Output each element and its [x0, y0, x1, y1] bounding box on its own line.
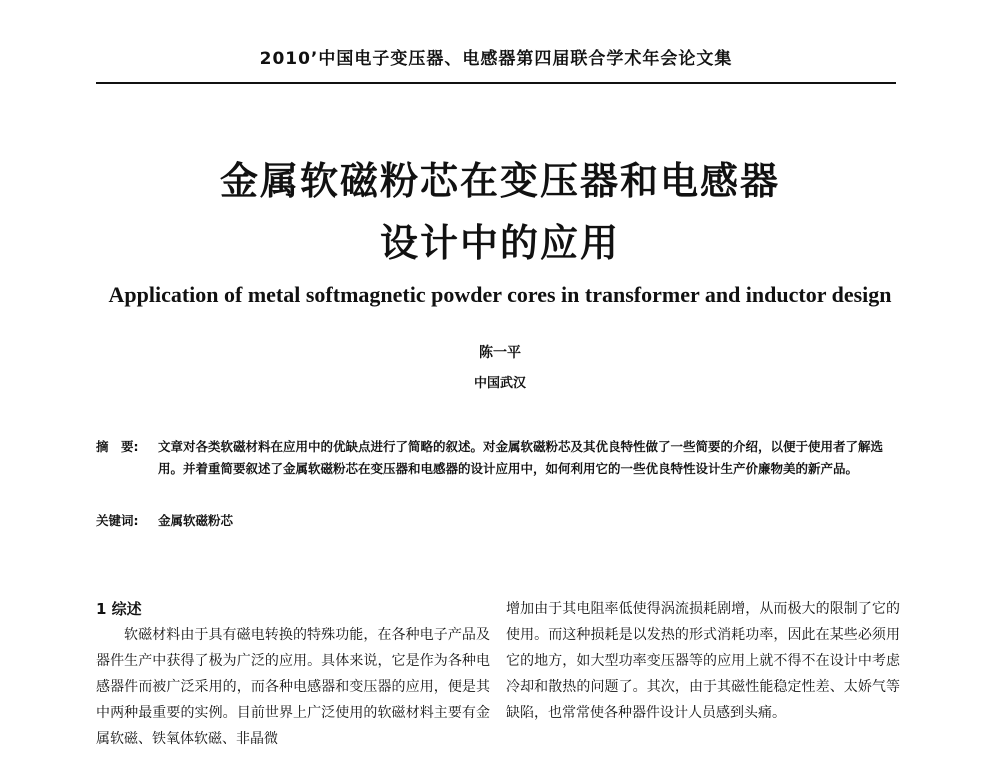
running-header: 2010’中国电子变压器、电感器第四届联合学术年会论文集	[259, 49, 733, 69]
affiliation: 中国武汉	[473, 376, 526, 391]
abstract-text: 文章对各类软磁材料在应用中的优缺点进行了简略的叙述。对金属软磁粉芯及其优良特性做了一些简要的介绍，以便于使用者了解选用。并着重简要叙述了金属软磁粉芯在变压器和电感器的设计应用中，如何利用它的一些优良特性设计生产价廉物美的新产品。	[158, 439, 884, 476]
keywords-label: 关键词:	[96, 513, 139, 528]
english-title: Application of metal softmagnetic powder cores in transformer and inductor design	[108, 282, 892, 307]
body-paragraph-left: 软磁材料由于具有磁电转换的特殊功能，在各种电子产品及器件生产中获得了极为广泛的应用。具体来说，它是作为各种电感器件而被广泛采用的，而各种电感器和变压器的应用，便是其中两种最重要的实例。目前世界上广泛使用的软磁材料主要有金属软磁、铁氧体软磁、非晶微	[96, 627, 490, 747]
keywords-text: 金属软磁粉芯	[158, 513, 234, 528]
keywords	[96, 511, 896, 529]
body-paragraph-right: 增加由于其电阻率低使得涡流损耗剧增，从而极大的限制了它的使用。而这种损耗是以发热的形式消耗功率，因此在某些必须用它的地方，如大型功率变压器等的应用上就不得不在设计中考虑冷却和散热的问题了。其次，由于其磁性能稳定性差、太娇气等缺陷，也常常使各种器件设计人员感到头痛。	[506, 601, 900, 721]
section-heading: 1 综述	[96, 600, 142, 618]
abstract-label: 摘 要:	[96, 439, 139, 454]
paper-title-line-2: 设计中的应用	[379, 221, 620, 265]
left-column	[96, 596, 490, 752]
paper-title-line-1: 金属软磁粉芯在变压器和电感器	[219, 159, 780, 203]
right-column	[506, 596, 900, 726]
abstract	[96, 436, 896, 480]
author: 陈一平	[479, 345, 521, 361]
header-rule	[96, 82, 896, 84]
